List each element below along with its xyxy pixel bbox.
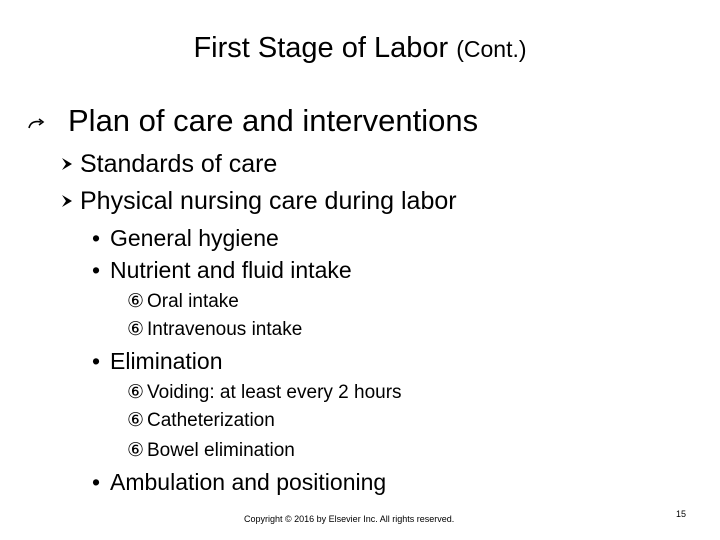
list-item-label: Intravenous intake	[147, 319, 303, 340]
list-item-label: Ambulation and positioning	[110, 469, 387, 495]
sub-item-label: Physical nursing care during labor	[80, 187, 457, 215]
list-item-nutrient	[92, 255, 352, 285]
dot-bullet-icon: •	[92, 225, 101, 251]
list-item-intravenous	[127, 317, 302, 343]
list-item-general-hygiene	[92, 223, 279, 253]
circled-6-icon: ⑥	[127, 410, 145, 431]
sub-item-standards	[60, 147, 277, 181]
circled-6-icon: ⑥	[127, 440, 145, 461]
dot-bullet-icon: •	[92, 469, 101, 495]
slide-title	[0, 28, 720, 69]
sub-item-label: Standards of care	[80, 150, 278, 178]
circled-6-icon: ⑥	[127, 291, 145, 312]
list-item-label: Voiding: at least every 2 hours	[147, 382, 402, 403]
title-suffix: (Cont.)	[456, 36, 527, 62]
list-item-label: Oral intake	[147, 291, 239, 312]
list-item-bowel	[127, 438, 295, 464]
circled-6-icon: ⑥	[127, 382, 145, 403]
copyright-footer: Copyright © 2016 by Elsevier Inc. All rights reserved.	[244, 514, 455, 524]
heading-text: Plan of care and interventions	[68, 103, 479, 138]
list-item-catheterization	[127, 408, 275, 434]
circled-6-icon: ⑥	[127, 319, 145, 340]
sub-item-physical-care	[60, 184, 457, 218]
page-number: 15	[676, 509, 687, 519]
list-item-label: Elimination	[110, 348, 223, 374]
title-text: First Stage of Labor	[193, 32, 449, 64]
arrow-head-icon	[60, 184, 80, 218]
list-item-elimination	[92, 346, 223, 376]
list-item-voiding	[127, 380, 402, 406]
dot-bullet-icon: •	[92, 348, 101, 374]
list-item-ambulation	[92, 467, 386, 497]
list-item-label: Catheterization	[147, 410, 275, 431]
arrow-head-icon	[60, 147, 80, 181]
heading-line	[26, 101, 478, 141]
dot-bullet-icon: •	[92, 257, 101, 283]
list-item-label: Nutrient and fluid intake	[110, 257, 352, 283]
list-item-label: General hygiene	[110, 225, 279, 251]
list-item-label: Bowel elimination	[147, 440, 295, 461]
list-item-oral	[127, 289, 239, 315]
curved-arrow-icon	[26, 101, 68, 141]
